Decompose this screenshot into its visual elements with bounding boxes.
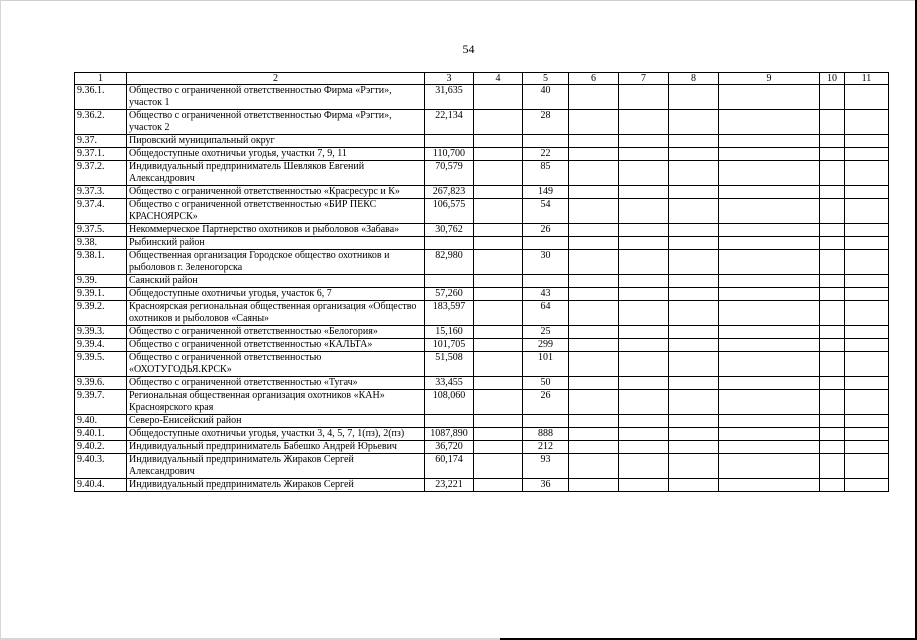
row-empty-cell xyxy=(619,454,669,479)
row-empty-cell xyxy=(719,428,820,441)
row-empty-cell xyxy=(820,199,845,224)
row-value-cell: 85 xyxy=(523,161,569,186)
row-empty-cell xyxy=(669,454,719,479)
table-row xyxy=(75,85,889,110)
row-empty-cell xyxy=(619,479,669,492)
row-value-cell xyxy=(523,135,569,148)
row-name-cell: Индивидуальный предприниматель Бабешко Андрей Юрьевич xyxy=(127,441,425,454)
row-empty-cell xyxy=(845,288,889,301)
row-area-cell: 30,762 xyxy=(425,224,474,237)
row-number-cell: 9.39.4. xyxy=(75,339,127,352)
row-empty-cell xyxy=(820,110,845,135)
row-empty-cell xyxy=(820,339,845,352)
row-area-cell: 70,579 xyxy=(425,161,474,186)
row-area-cell: 22,134 xyxy=(425,110,474,135)
row-name-cell: Общество с ограниченной ответственностью «КАЛЬТА» xyxy=(127,339,425,352)
table-row xyxy=(75,428,889,441)
row-name-cell: Красноярская региональная общественная организация «Общество охотников и рыболовов «Саяны» xyxy=(127,301,425,326)
row-empty-cell xyxy=(474,275,523,288)
row-empty-cell xyxy=(845,148,889,161)
row-name-cell: Региональная общественная организация охотников «КАН» Красноярского края xyxy=(127,390,425,415)
table-row xyxy=(75,135,889,148)
row-empty-cell xyxy=(619,161,669,186)
row-empty-cell xyxy=(820,148,845,161)
row-empty-cell xyxy=(719,161,820,186)
row-empty-cell xyxy=(719,301,820,326)
row-empty-cell xyxy=(669,148,719,161)
row-area-cell: 15,160 xyxy=(425,326,474,339)
row-value-cell: 888 xyxy=(523,428,569,441)
table-row xyxy=(75,441,889,454)
row-empty-cell xyxy=(569,377,619,390)
row-empty-cell xyxy=(474,479,523,492)
row-empty-cell xyxy=(845,479,889,492)
row-value-cell: 149 xyxy=(523,186,569,199)
row-name-cell: Рыбинский район xyxy=(127,237,425,250)
row-name-cell: Саянский район xyxy=(127,275,425,288)
row-area-cell: 108,060 xyxy=(425,390,474,415)
row-empty-cell xyxy=(569,441,619,454)
row-empty-cell xyxy=(619,390,669,415)
row-empty-cell xyxy=(619,85,669,110)
row-value-cell: 26 xyxy=(523,390,569,415)
row-empty-cell xyxy=(820,441,845,454)
row-empty-cell xyxy=(474,148,523,161)
row-empty-cell xyxy=(820,428,845,441)
row-empty-cell xyxy=(845,454,889,479)
row-value-cell: 36 xyxy=(523,479,569,492)
row-empty-cell xyxy=(719,415,820,428)
row-empty-cell xyxy=(845,161,889,186)
row-empty-cell xyxy=(569,186,619,199)
row-area-cell: 33,455 xyxy=(425,377,474,390)
row-value-cell: 212 xyxy=(523,441,569,454)
row-empty-cell xyxy=(669,390,719,415)
row-empty-cell xyxy=(474,237,523,250)
header-cell: 4 xyxy=(474,73,523,85)
row-empty-cell xyxy=(569,390,619,415)
row-empty-cell xyxy=(474,199,523,224)
row-empty-cell xyxy=(845,301,889,326)
row-empty-cell xyxy=(845,326,889,339)
row-empty-cell xyxy=(669,339,719,352)
row-empty-cell xyxy=(719,441,820,454)
table-row xyxy=(75,301,889,326)
row-empty-cell xyxy=(845,352,889,377)
row-area-cell: 60,174 xyxy=(425,454,474,479)
row-empty-cell xyxy=(569,415,619,428)
row-empty-cell xyxy=(719,110,820,135)
row-empty-cell xyxy=(619,148,669,161)
header-cell: 9 xyxy=(719,73,820,85)
row-area-cell: 267,823 xyxy=(425,186,474,199)
row-empty-cell xyxy=(619,377,669,390)
header-cell: 11 xyxy=(845,73,889,85)
row-empty-cell xyxy=(845,237,889,250)
row-name-cell: Общедоступные охотничьи угодья, участки 7, 9, 11 xyxy=(127,148,425,161)
row-value-cell xyxy=(523,275,569,288)
row-empty-cell xyxy=(845,110,889,135)
row-area-cell xyxy=(425,237,474,250)
row-number-cell: 9.37.3. xyxy=(75,186,127,199)
table-header-row xyxy=(75,73,889,85)
row-empty-cell xyxy=(569,135,619,148)
row-empty-cell xyxy=(845,377,889,390)
row-name-cell: Общественная организация Городское общество охотников и рыболовов г. Зеленогорска xyxy=(127,250,425,275)
row-empty-cell xyxy=(619,301,669,326)
header-cell: 1 xyxy=(75,73,127,85)
row-area-cell: 106,575 xyxy=(425,199,474,224)
row-empty-cell xyxy=(619,352,669,377)
row-empty-cell xyxy=(669,275,719,288)
row-empty-cell xyxy=(569,288,619,301)
row-empty-cell xyxy=(619,250,669,275)
row-empty-cell xyxy=(669,326,719,339)
row-empty-cell xyxy=(820,135,845,148)
row-empty-cell xyxy=(669,135,719,148)
row-name-cell: Общество с ограниченной ответственностью «Белогория» xyxy=(127,326,425,339)
header-cell: 7 xyxy=(619,73,669,85)
row-empty-cell xyxy=(474,110,523,135)
row-number-cell: 9.37.2. xyxy=(75,161,127,186)
row-empty-cell xyxy=(820,237,845,250)
row-empty-cell xyxy=(820,415,845,428)
row-empty-cell xyxy=(569,199,619,224)
row-empty-cell xyxy=(569,301,619,326)
row-empty-cell xyxy=(474,161,523,186)
row-empty-cell xyxy=(569,454,619,479)
row-value-cell: 64 xyxy=(523,301,569,326)
row-empty-cell xyxy=(719,275,820,288)
table-row xyxy=(75,377,889,390)
row-empty-cell xyxy=(820,301,845,326)
row-empty-cell xyxy=(820,377,845,390)
table-row xyxy=(75,161,889,186)
header-cell: 6 xyxy=(569,73,619,85)
row-empty-cell xyxy=(669,161,719,186)
row-empty-cell xyxy=(619,326,669,339)
row-empty-cell xyxy=(474,339,523,352)
table-row xyxy=(75,199,889,224)
row-empty-cell xyxy=(820,479,845,492)
table-row xyxy=(75,326,889,339)
row-empty-cell xyxy=(669,428,719,441)
row-number-cell: 9.37.4. xyxy=(75,199,127,224)
row-empty-cell xyxy=(669,377,719,390)
row-empty-cell xyxy=(820,186,845,199)
row-number-cell: 9.40.1. xyxy=(75,428,127,441)
row-number-cell: 9.36.1. xyxy=(75,85,127,110)
row-number-cell: 9.37.5. xyxy=(75,224,127,237)
row-empty-cell xyxy=(820,326,845,339)
row-empty-cell xyxy=(719,85,820,110)
row-empty-cell xyxy=(669,352,719,377)
row-area-cell: 183,597 xyxy=(425,301,474,326)
row-empty-cell xyxy=(820,454,845,479)
table-body xyxy=(75,73,889,492)
table-row xyxy=(75,275,889,288)
frame-edge-top xyxy=(0,0,917,1)
row-area-cell: 23,221 xyxy=(425,479,474,492)
row-empty-cell xyxy=(820,161,845,186)
row-name-cell: Общество с ограниченной ответственностью «Красресурс и К» xyxy=(127,186,425,199)
row-empty-cell xyxy=(619,110,669,135)
row-empty-cell xyxy=(669,288,719,301)
row-number-cell: 9.36.2. xyxy=(75,110,127,135)
table-row xyxy=(75,390,889,415)
row-empty-cell xyxy=(719,250,820,275)
table-row xyxy=(75,237,889,250)
table-row xyxy=(75,339,889,352)
row-number-cell: 9.37. xyxy=(75,135,127,148)
row-empty-cell xyxy=(474,441,523,454)
row-empty-cell xyxy=(719,237,820,250)
row-empty-cell xyxy=(669,199,719,224)
row-value-cell: 28 xyxy=(523,110,569,135)
row-name-cell: Общедоступные охотничьи угодья, участки 3, 4, 5, 7, 1(пз), 2(пз) xyxy=(127,428,425,441)
row-empty-cell xyxy=(669,250,719,275)
table-row xyxy=(75,224,889,237)
row-name-cell: Общество с ограниченной ответственностью «Тугач» xyxy=(127,377,425,390)
row-value-cell xyxy=(523,237,569,250)
table-row xyxy=(75,250,889,275)
row-empty-cell xyxy=(474,186,523,199)
row-empty-cell xyxy=(619,199,669,224)
row-empty-cell xyxy=(669,186,719,199)
row-empty-cell xyxy=(619,428,669,441)
row-empty-cell xyxy=(719,186,820,199)
row-empty-cell xyxy=(474,390,523,415)
row-number-cell: 9.38.1. xyxy=(75,250,127,275)
row-empty-cell xyxy=(719,288,820,301)
row-empty-cell xyxy=(719,148,820,161)
row-value-cell: 101 xyxy=(523,352,569,377)
row-empty-cell xyxy=(474,135,523,148)
row-empty-cell xyxy=(569,237,619,250)
row-name-cell: Некоммерческое Партнерство охотников и рыболовов «Забава» xyxy=(127,224,425,237)
row-empty-cell xyxy=(719,199,820,224)
row-number-cell: 9.40.3. xyxy=(75,454,127,479)
row-empty-cell xyxy=(619,135,669,148)
row-value-cell: 299 xyxy=(523,339,569,352)
row-empty-cell xyxy=(619,441,669,454)
row-name-cell: Северо-Енисейский район xyxy=(127,415,425,428)
row-value-cell: 93 xyxy=(523,454,569,479)
row-empty-cell xyxy=(619,237,669,250)
row-empty-cell xyxy=(569,352,619,377)
row-area-cell: 82,980 xyxy=(425,250,474,275)
row-number-cell: 9.39. xyxy=(75,275,127,288)
row-empty-cell xyxy=(669,441,719,454)
row-area-cell: 31,635 xyxy=(425,85,474,110)
row-empty-cell xyxy=(845,339,889,352)
row-empty-cell xyxy=(669,301,719,326)
row-value-cell: 26 xyxy=(523,224,569,237)
row-empty-cell xyxy=(569,326,619,339)
table-row xyxy=(75,454,889,479)
row-empty-cell xyxy=(669,224,719,237)
row-empty-cell xyxy=(845,135,889,148)
row-empty-cell xyxy=(569,479,619,492)
row-empty-cell xyxy=(719,339,820,352)
row-empty-cell xyxy=(845,275,889,288)
row-number-cell: 9.39.1. xyxy=(75,288,127,301)
row-value-cell xyxy=(523,415,569,428)
row-empty-cell xyxy=(474,454,523,479)
row-area-cell xyxy=(425,135,474,148)
row-empty-cell xyxy=(845,415,889,428)
row-area-cell: 101,705 xyxy=(425,339,474,352)
row-number-cell: 9.39.6. xyxy=(75,377,127,390)
row-value-cell: 30 xyxy=(523,250,569,275)
row-name-cell: Общедоступные охотничьи угодья, участок 6, 7 xyxy=(127,288,425,301)
row-empty-cell xyxy=(820,250,845,275)
row-name-cell: Индивидуальный предприниматель Шевляков Евгений Александрович xyxy=(127,161,425,186)
row-empty-cell xyxy=(569,148,619,161)
row-name-cell: Общество с ограниченной ответственностью Фирма «Рэгти», участок 1 xyxy=(127,85,425,110)
row-empty-cell xyxy=(474,224,523,237)
header-cell: 8 xyxy=(669,73,719,85)
row-empty-cell xyxy=(845,186,889,199)
row-empty-cell xyxy=(474,352,523,377)
row-empty-cell xyxy=(845,85,889,110)
row-empty-cell xyxy=(619,339,669,352)
row-area-cell: 36,720 xyxy=(425,441,474,454)
header-cell: 3 xyxy=(425,73,474,85)
row-empty-cell xyxy=(474,377,523,390)
row-empty-cell xyxy=(474,428,523,441)
row-number-cell: 9.39.5. xyxy=(75,352,127,377)
table-row xyxy=(75,288,889,301)
row-value-cell: 40 xyxy=(523,85,569,110)
table-row xyxy=(75,148,889,161)
row-empty-cell xyxy=(719,390,820,415)
row-empty-cell xyxy=(719,135,820,148)
row-empty-cell xyxy=(719,224,820,237)
row-area-cell: 1087,890 xyxy=(425,428,474,441)
row-empty-cell xyxy=(845,441,889,454)
row-empty-cell xyxy=(820,352,845,377)
row-empty-cell xyxy=(569,275,619,288)
row-empty-cell xyxy=(719,377,820,390)
header-cell: 5 xyxy=(523,73,569,85)
row-number-cell: 9.39.7. xyxy=(75,390,127,415)
row-empty-cell xyxy=(569,224,619,237)
row-empty-cell xyxy=(719,479,820,492)
header-cell: 10 xyxy=(820,73,845,85)
frame-edge-left xyxy=(0,0,1,640)
row-number-cell: 9.40. xyxy=(75,415,127,428)
row-value-cell: 25 xyxy=(523,326,569,339)
row-empty-cell xyxy=(845,250,889,275)
row-empty-cell xyxy=(845,199,889,224)
row-area-cell: 57,260 xyxy=(425,288,474,301)
row-empty-cell xyxy=(719,326,820,339)
row-empty-cell xyxy=(820,85,845,110)
row-empty-cell xyxy=(474,301,523,326)
row-empty-cell xyxy=(669,415,719,428)
row-empty-cell xyxy=(569,339,619,352)
row-empty-cell xyxy=(569,161,619,186)
row-number-cell: 9.39.2. xyxy=(75,301,127,326)
row-area-cell: 110,700 xyxy=(425,148,474,161)
row-number-cell: 9.38. xyxy=(75,237,127,250)
row-empty-cell xyxy=(669,110,719,135)
table-row xyxy=(75,415,889,428)
row-empty-cell xyxy=(669,479,719,492)
row-empty-cell xyxy=(669,237,719,250)
row-empty-cell xyxy=(669,85,719,110)
table-row xyxy=(75,186,889,199)
row-empty-cell xyxy=(474,415,523,428)
row-empty-cell xyxy=(845,390,889,415)
row-value-cell: 50 xyxy=(523,377,569,390)
page-number: 54 xyxy=(462,42,475,56)
row-name-cell: Пировский муниципальный округ xyxy=(127,135,425,148)
row-empty-cell xyxy=(845,428,889,441)
hunting-grounds-table xyxy=(74,72,889,492)
row-empty-cell xyxy=(474,326,523,339)
row-name-cell: Общество с ограниченной ответственностью Фирма «Рэгти», участок 2 xyxy=(127,110,425,135)
row-empty-cell xyxy=(569,110,619,135)
header-cell: 2 xyxy=(127,73,425,85)
row-empty-cell xyxy=(820,390,845,415)
row-value-cell: 43 xyxy=(523,288,569,301)
row-empty-cell xyxy=(619,186,669,199)
row-empty-cell xyxy=(619,224,669,237)
row-empty-cell xyxy=(474,85,523,110)
row-empty-cell xyxy=(619,275,669,288)
row-empty-cell xyxy=(474,250,523,275)
row-number-cell: 9.40.4. xyxy=(75,479,127,492)
row-area-cell: 51,508 xyxy=(425,352,474,377)
row-value-cell: 22 xyxy=(523,148,569,161)
row-empty-cell xyxy=(619,415,669,428)
row-empty-cell xyxy=(719,454,820,479)
row-empty-cell xyxy=(719,352,820,377)
row-value-cell: 54 xyxy=(523,199,569,224)
row-empty-cell xyxy=(845,224,889,237)
row-area-cell xyxy=(425,275,474,288)
row-empty-cell xyxy=(474,288,523,301)
row-number-cell: 9.40.2. xyxy=(75,441,127,454)
row-empty-cell xyxy=(619,288,669,301)
table-row xyxy=(75,352,889,377)
row-empty-cell xyxy=(569,85,619,110)
row-name-cell: Индивидуальный предприниматель Жираков Сергей xyxy=(127,479,425,492)
table-row xyxy=(75,110,889,135)
row-name-cell: Общество с ограниченной ответственностью «ОХОТУГОДЬЯ.КРСК» xyxy=(127,352,425,377)
row-name-cell: Общество с ограниченной ответственностью «БИР ПЕКС КРАСНОЯРСК» xyxy=(127,199,425,224)
row-empty-cell xyxy=(820,224,845,237)
row-number-cell: 9.39.3. xyxy=(75,326,127,339)
row-empty-cell xyxy=(569,428,619,441)
row-empty-cell xyxy=(569,250,619,275)
table-row xyxy=(75,479,889,492)
row-empty-cell xyxy=(820,288,845,301)
row-number-cell: 9.37.1. xyxy=(75,148,127,161)
row-empty-cell xyxy=(820,275,845,288)
row-name-cell: Индивидуальный предприниматель Жираков Сергей Александрович xyxy=(127,454,425,479)
row-area-cell xyxy=(425,415,474,428)
